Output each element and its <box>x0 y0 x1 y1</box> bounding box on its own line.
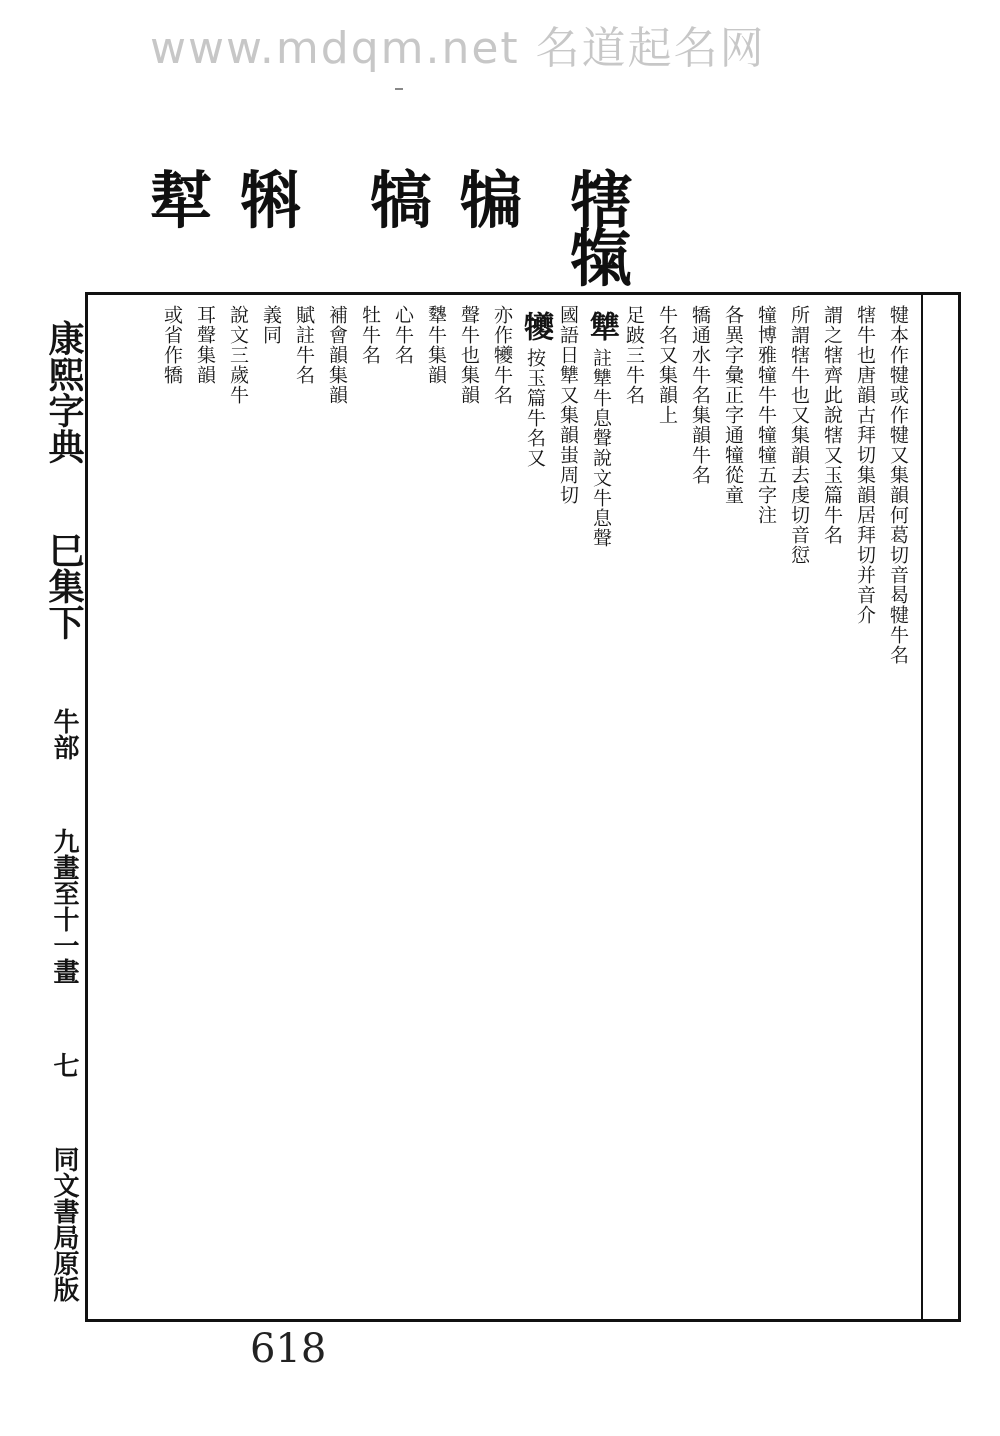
seal-character: 犗 <box>570 164 633 237</box>
seal-character: 犐 <box>240 164 303 237</box>
column-text: 心牛名 <box>392 305 414 365</box>
column-text: 聲牛也集韻 <box>458 305 480 405</box>
column-text: 說文三歲牛 <box>227 305 249 405</box>
text-column <box>424 305 448 1309</box>
column-text: 犗牛也唐韻古拜切集韻居拜切并音介 <box>854 305 876 625</box>
text-column <box>160 305 184 1309</box>
column-text: 犞通水牛名集韻牛名 <box>689 305 711 485</box>
stroke-range: 九畫至十一畫 <box>49 828 79 984</box>
column-text: 亦作犪牛名 <box>491 305 513 405</box>
column-text: 國語日犨又集韻蚩周切 <box>557 305 579 505</box>
column-text: 註犨牛息聲說文牛息聲 <box>590 348 612 548</box>
seal-character: 犔 <box>570 222 633 295</box>
page-char: 七 <box>49 1052 79 1078</box>
text-column <box>259 305 283 1309</box>
page-number: 618 <box>250 1326 327 1372</box>
text-column <box>292 305 316 1309</box>
column-text: 牛名又集韻上 <box>656 305 678 425</box>
print-mark <box>395 88 403 90</box>
column-text: 按玉篇牛名又 <box>524 348 546 468</box>
text-column <box>226 305 250 1309</box>
text-column <box>457 305 481 1309</box>
column-text: 賦註牛名 <box>293 305 315 385</box>
seal-script-header <box>150 150 633 295</box>
text-column <box>193 305 217 1309</box>
headword: 犪 <box>518 311 553 342</box>
text-columns <box>88 295 958 1319</box>
column-text: 犝博雅犝牛牛犝犝五字注 <box>755 305 777 525</box>
text-column <box>584 305 619 1309</box>
radical-label: 牛部 <box>49 708 79 760</box>
text-column <box>556 305 580 1309</box>
column-text: 足跛三牛名 <box>623 305 645 405</box>
column-text: 義同 <box>260 305 282 345</box>
watermark: www.mdqm.net 名道起名网 <box>150 23 766 74</box>
seal-character: 犏 <box>460 164 523 237</box>
text-column <box>325 305 349 1309</box>
text-column <box>490 305 514 1309</box>
text-column <box>820 305 844 1309</box>
dictionary-page <box>85 292 961 1322</box>
column-text: 耳聲集韻 <box>194 305 216 385</box>
column-text: 謂之犗齊此說犗又玉篇牛名 <box>821 305 843 545</box>
column-text: 補會韻集韻 <box>326 305 348 405</box>
text-column <box>622 305 646 1309</box>
publisher: 同文書局原版 <box>49 1146 79 1302</box>
column-text: 牡牛名 <box>359 305 381 365</box>
column-text: 各異字彙正字通犝從童 <box>722 305 744 505</box>
text-column <box>853 305 877 1309</box>
text-column <box>688 305 712 1309</box>
column-text: 或省作犞 <box>161 305 183 385</box>
text-column <box>787 305 811 1309</box>
book-title: 康熙字典 <box>43 320 85 464</box>
text-column <box>754 305 778 1309</box>
margin-title <box>44 320 84 1336</box>
seal-character: 犎 <box>150 164 213 237</box>
section-label: 巳集下 <box>43 532 85 640</box>
column-text: 犩牛集韻 <box>425 305 447 385</box>
seal-character: 犒 <box>370 164 433 237</box>
text-column <box>518 305 553 1309</box>
column-text: 犍本作犍或作犍又集韻何葛切音曷犍牛名 <box>887 305 909 665</box>
text-column <box>721 305 745 1309</box>
text-column <box>358 305 382 1309</box>
text-column <box>655 305 679 1309</box>
text-column <box>886 305 910 1309</box>
headword: 犨 <box>584 311 619 342</box>
text-column <box>391 305 415 1309</box>
column-text: 所謂犗牛也又集韻去虔切音愆 <box>788 305 810 565</box>
